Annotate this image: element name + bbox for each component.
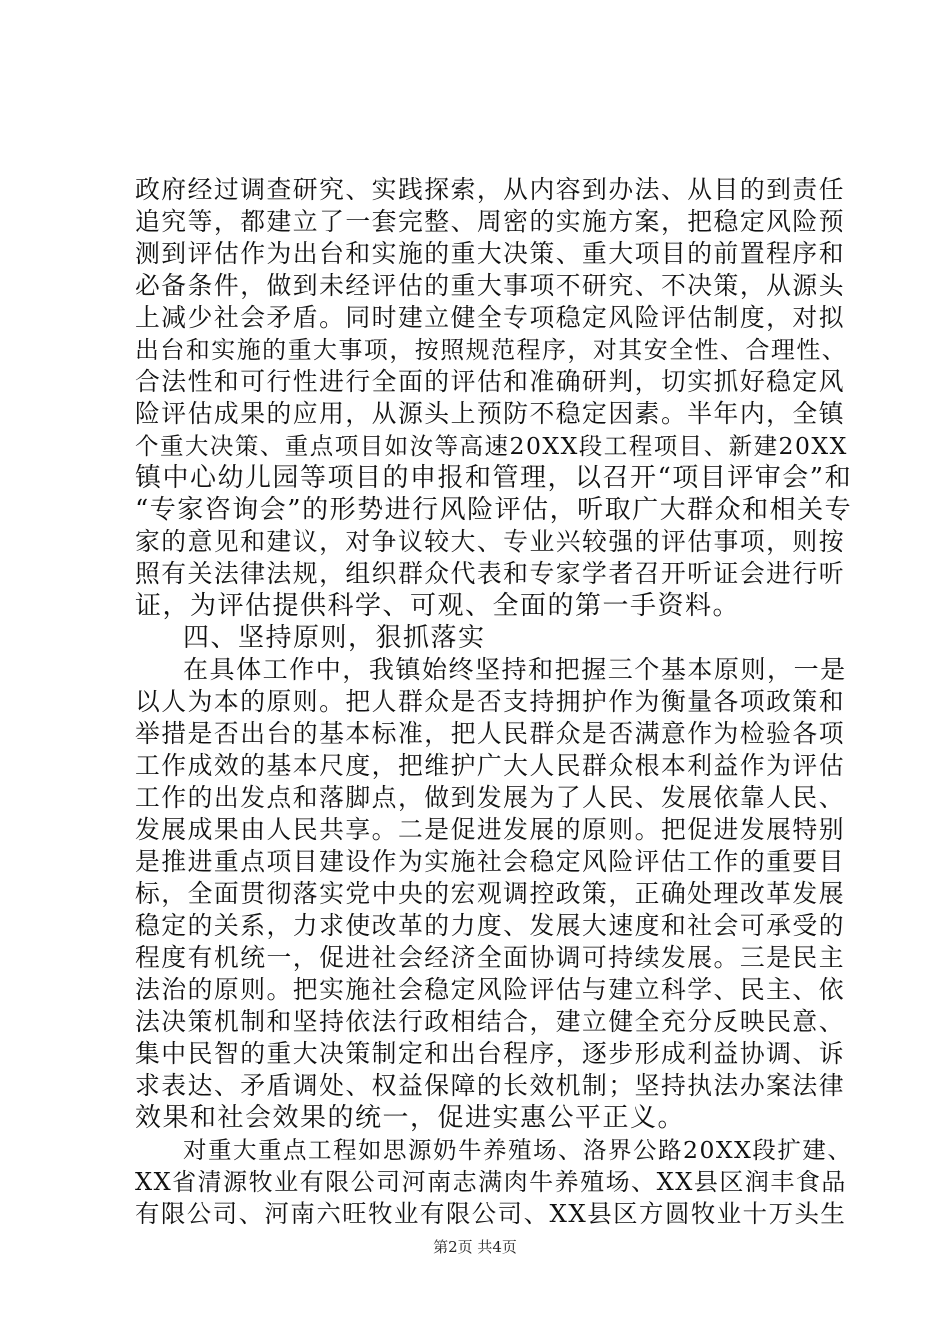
text-line: 工作的出发点和落脚点，做到发展为了人民、发展依靠人民、	[135, 783, 846, 812]
text-line: 对重大重点工程如思源奶牛养殖场、洛界公路20XX段扩建、	[183, 1136, 853, 1164]
text-line: 集中民智的重大决策制定和出台程序，逐步形成利益协调、诉	[135, 1039, 846, 1068]
text-line: 出台和实施的重大事项，按照规范程序，对其安全性、合理性、	[135, 336, 848, 364]
text-line: 家的意见和建议，对争议较大、专业兴较强的评估事项，则按	[135, 527, 846, 556]
text-line: 求表达、矛盾调处、权益保障的长效机制；坚持执法办案法律	[135, 1071, 846, 1100]
text-line: 程度有机统一，促进社会经济全面协调可持续发展。三是民主	[135, 943, 846, 972]
text-line: 追究等，都建立了一套完整、周密的实施方案，把稳定风险预	[135, 207, 846, 236]
text-line: 有限公司、河南六旺牧业有限公司、XX县区方圆牧业十万头生	[135, 1199, 847, 1228]
text-line: 必备条件，做到未经评估的重大事项不研究、不决策，从源头	[135, 271, 846, 300]
text-line: 测到评估作为出台和实施的重大决策、重大项目的前置程序和	[135, 239, 846, 268]
text-line: 举措是否出台的基本标准，把人民群众是否满意作为检验各项	[135, 719, 846, 748]
document-body	[135, 174, 855, 1230]
text-line: 险评估成果的应用，从源头上预防不稳定因素。半年内，全镇	[135, 399, 846, 428]
page-footer: 第2页 共4页	[433, 1238, 517, 1256]
text-line: 工作成效的基本尺度，把维护广大人民群众根本利益作为评估	[135, 751, 846, 780]
text-line: 镇中心幼儿园等项目的申报和管理，以召开“项目评审会”和	[135, 463, 853, 493]
text-line: 在具体工作中，我镇始终坚持和把握三个基本原则，一是	[183, 655, 847, 684]
text-line: 证，为评估提供科学、可观、全面的第一手资料。	[135, 591, 741, 621]
text-line: 政府经过调查研究、实践探索，从内容到办法、从目的到责任	[135, 175, 846, 204]
text-line: 上减少社会矛盾。同时建立健全专项稳定风险评估制度，对拟	[135, 303, 846, 332]
text-line: XX省清源牧业有限公司河南志满肉牛养殖场、XX县区润丰食品	[135, 1168, 847, 1196]
text-line: 个重大决策、重点项目如汝等高速20XX段工程项目、新建20XX	[135, 432, 848, 460]
text-line: 以人为本的原则。把人群众是否支持拥护作为衡量各项政策和	[135, 687, 846, 716]
text-line: 法治的原则。把实施社会稳定风险评估与建立科学、民主、依	[135, 975, 846, 1004]
text-line: 四、坚持原则，狠抓落实	[183, 623, 486, 653]
text-line: 标，全面贯彻落实党中央的宏观调控政策，正确处理改革发展	[135, 879, 846, 908]
text-line: 效果和社会效果的统一，促进实惠公平正义。	[135, 1103, 686, 1133]
text-line: 稳定的关系，力求使改革的力度、发展大速度和社会可承受的	[135, 911, 846, 940]
text-line: 法决策机制和坚持依法行政相结合，建立健全充分反映民意、	[135, 1007, 846, 1036]
text-line: “专家咨询会”的形势进行风险评估，听取广大群众和相关专	[135, 495, 853, 525]
text-line: 照有关法律法规，组织群众代表和专家学者召开听证会进行听	[135, 559, 846, 588]
text-line: 合法性和可行性进行全面的评估和准确研判，切实抓好稳定风	[135, 367, 846, 396]
text-line: 发展成果由人民共享。二是促进发展的原则。把促进发展特别	[135, 815, 846, 844]
text-line: 是推进重点项目建设作为实施社会稳定风险评估工作的重要目	[135, 847, 846, 876]
